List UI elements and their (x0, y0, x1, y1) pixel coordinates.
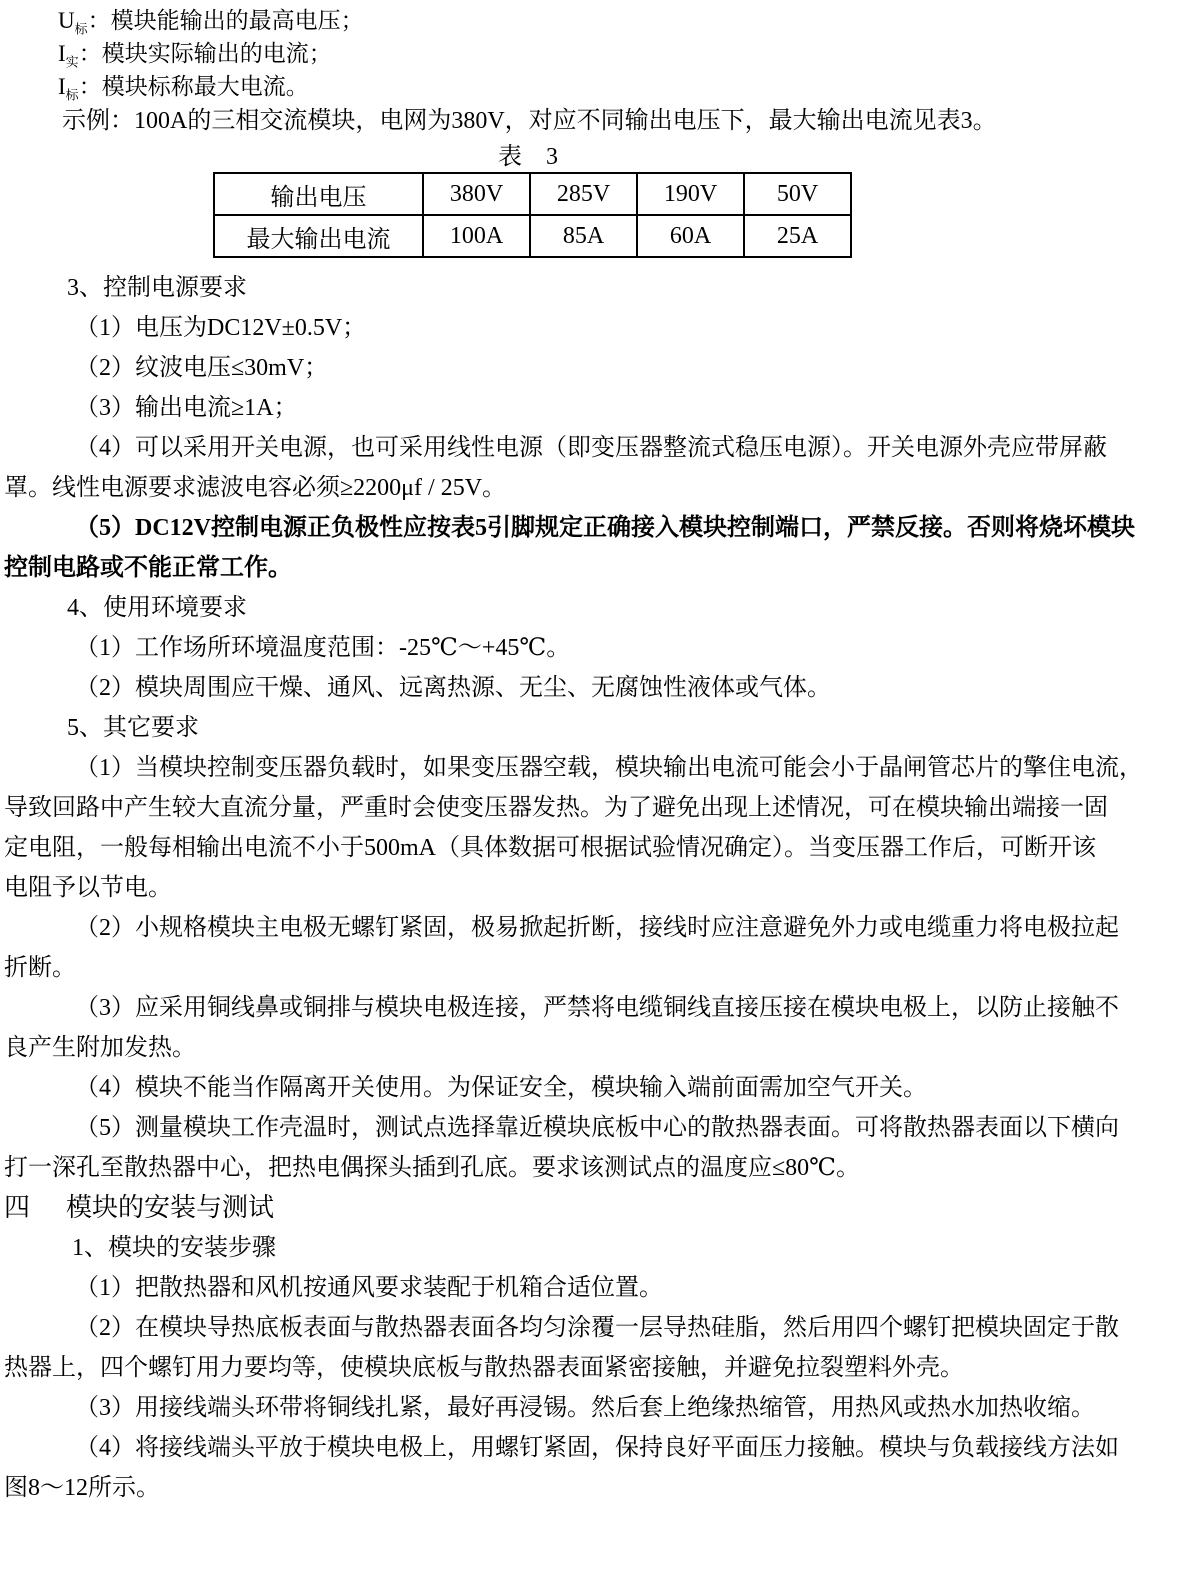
section-heading-installation (4, 1188, 1180, 1228)
table-cell: 380V (423, 173, 530, 215)
body-line: （4）模块不能当作隔离开关使用。为保证安全，模块输入端前面需加空气开关。 (75, 1075, 927, 1101)
def-text: ：模块实际输出的电流； (78, 41, 332, 66)
body-line: （3）应采用铜线鼻或铜排与模块电极连接，严禁将电缆铜线直接压接在模块电极上，以防止接触不 (75, 995, 1119, 1021)
def-subscript: 标 (65, 87, 79, 103)
body-line: 良产生附加发热。 (4, 1035, 196, 1061)
table-row-header: 最大输出电流 (214, 215, 423, 257)
body-line: 热器上，四个螺钉用力要均等，使模块底板与散热器表面紧密接触，并避免拉裂塑料外壳。 (4, 1355, 964, 1381)
body-line: （3）输出电流≥1A； (75, 395, 298, 421)
table3-caption: 表 3 (498, 144, 558, 170)
table-cell: 25A (744, 215, 851, 257)
definition-line-u-rated (58, 4, 1180, 37)
body-line: （2）在模块导热底板表面与散热器表面各均匀涂覆一层导热硅脂，然后用四个螺钉把模块固定于散 (75, 1315, 1119, 1341)
body-line: 定电阻，一般每相输出电流不小于500mA（具体数据可根据试验情况确定）。当变压器工作后，可断开该 (4, 835, 1096, 861)
table-cell: 50V (744, 173, 851, 215)
body-line: （2）纹波电压≤30mV； (75, 355, 329, 381)
table-3 (213, 172, 852, 258)
body-line: （5）测量模块工作壳温时，测试点选择靠近模块底板中心的散热器表面。可将散热器表面以下横向 (75, 1115, 1119, 1141)
def-symbol: U (58, 8, 75, 33)
table-cell: 60A (637, 215, 744, 257)
example-line: 示例：100A的三相交流模块，电网为380V，对应不同输出电压下，最大输出电流见表3。 (62, 108, 997, 134)
body-line: （1）当模块控制变压器负载时，如果变压器空载，模块输出电流可能会小于晶闸管芯片的擎住电流， (75, 755, 1143, 781)
body-line: 罩。线性电源要求滤波电容必须≥2200μf / 25V。 (4, 475, 507, 501)
def-text: ：模块能输出的最高电压； (87, 8, 364, 33)
definition-line-i-actual (58, 37, 1180, 70)
table-row-header: 输出电压 (214, 173, 423, 215)
def-subscript: 标 (74, 21, 88, 37)
body-line: 折断。 (4, 955, 76, 981)
table-cell: 100A (423, 215, 530, 257)
body-line: （2）小规格模块主电极无螺钉紧固，极易掀起折断，接线时应注意避免外力或电缆重力将电极拉起 (75, 915, 1119, 941)
table-row-current (214, 215, 851, 257)
heading-other-requirements: 5、其它要求 (67, 715, 199, 741)
body-line-warning: （5）DC12V控制电源正负极性应按表5引脚规定正确接入模块控制端口，严禁反接。否则将烧坏模块 (75, 515, 1135, 541)
def-subscript: 实 (65, 54, 79, 70)
body-line-warning: 控制电路或不能正常工作。 (4, 555, 292, 581)
body-line: 电阻予以节电。 (4, 875, 172, 901)
table-cell: 190V (637, 173, 744, 215)
body-line: （1）工作场所环境温度范围：-25℃～+45℃。 (75, 635, 571, 661)
heading-install-steps: 1、模块的安装步骤 (72, 1235, 276, 1261)
body-line: （1）把散热器和风机按通风要求装配于机箱合适位置。 (75, 1275, 663, 1301)
def-symbol: I (58, 74, 66, 99)
def-text: ：模块标称最大电流。 (78, 74, 309, 99)
symbol-definitions (4, 4, 1180, 103)
body-line: （4）可以采用开关电源，也可采用线性电源（即变压器整流式稳压电源）。开关电源外壳应带屏蔽 (75, 435, 1107, 461)
body-line: 打一深孔至散热器中心，把热电偶探头插到孔底。要求该测试点的温度应≤80℃。 (4, 1155, 861, 1181)
body-text (4, 268, 1180, 1508)
def-symbol: I (58, 41, 66, 66)
body-line: 导致回路中产生较大直流分量，严重时会使变压器发热。为了避免出现上述情况，可在模块输出端接一固 (4, 795, 1108, 821)
table-row-voltage (214, 173, 851, 215)
table-cell: 85A (530, 215, 637, 257)
body-line: （1）电压为DC12V±0.5V； (75, 315, 367, 341)
body-line: （4）将接线端头平放于模块电极上，用螺钉紧固，保持良好平面压力接触。模块与负载接线方法如 (75, 1435, 1119, 1461)
heading-environment: 4、使用环境要求 (67, 595, 247, 621)
body-line: （3）用接线端头环带将铜线扎紧，最好再浸锡。然后套上绝缘热缩管，用热风或热水加热收缩。 (75, 1395, 1095, 1421)
body-line: （2）模块周围应干燥、通风、远离热源、无尘、无腐蚀性液体或气体。 (75, 675, 831, 701)
definition-line-i-rated (58, 70, 1180, 103)
section-number: 四 (4, 1193, 31, 1222)
section-title: 模块的安装与测试 (66, 1193, 275, 1222)
heading-control-power: 3、控制电源要求 (67, 275, 247, 301)
body-line: 图8～12所示。 (4, 1475, 160, 1501)
table-cell: 285V (530, 173, 637, 215)
